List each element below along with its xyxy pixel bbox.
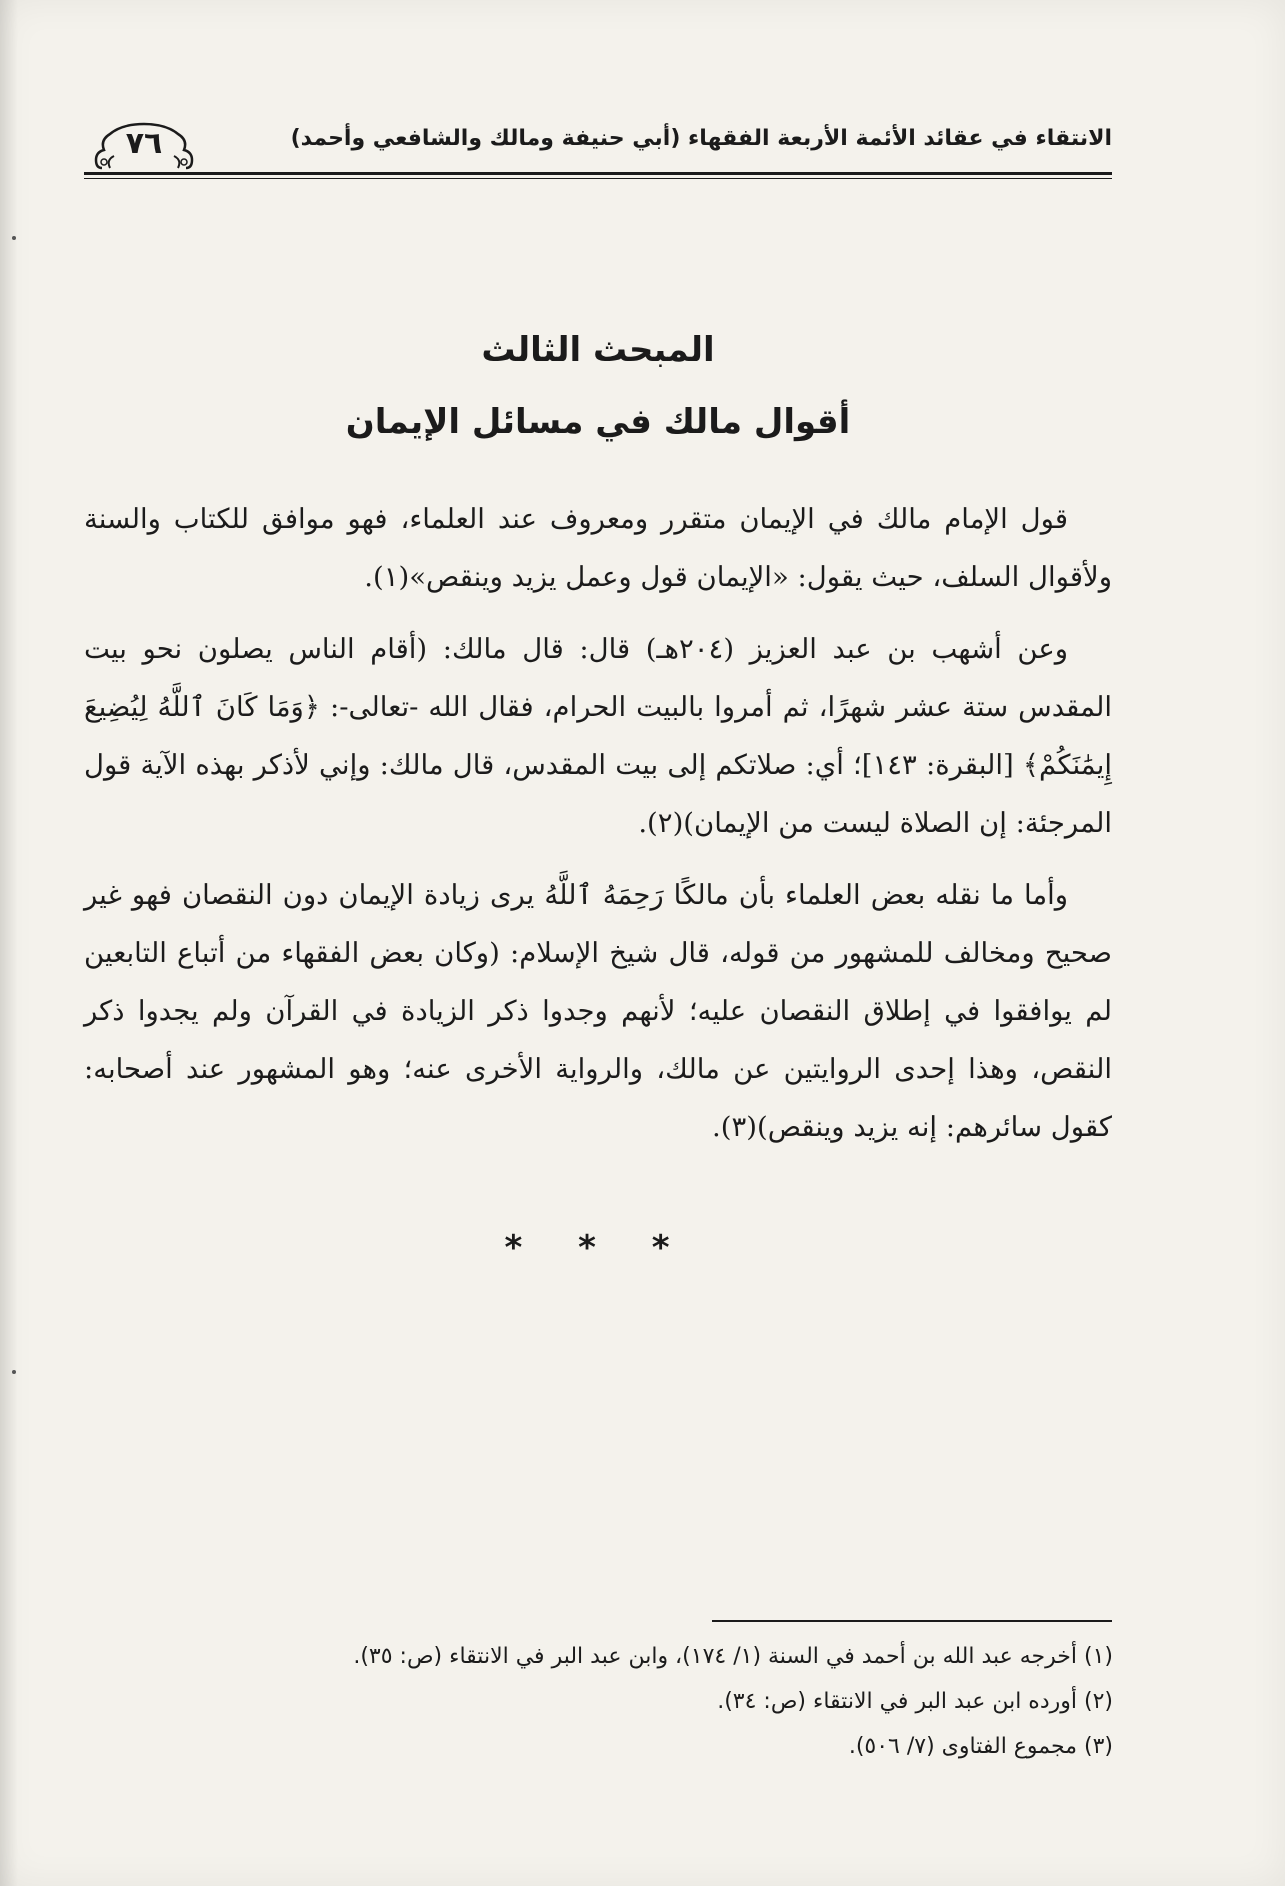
footnote-2: (٢) أورده ابن عبد البر في الانتقاء (ص: ٣٤).: [717, 1689, 1113, 1714]
paragraph: وأما ما نقله بعض العلماء بأن مالكًا رَحِمَهُ ٱللَّهُ يرى زيادة الإيمان دون النقصان فهو غير صحيح ومخالف للمشهور من قوله، قال شيخ الإسلام: (وكان بعض الفقهاء من أتباع التابعين لم يوافقوا في إطلاق النقصان عليه؛ لأنهم وجدوا ذكر الزيادة في القرآن ولم يجدوا ذكر النقص، وهذا إحدى الروايتين عن مالك، والرواية الأخرى عنه؛ وهو المشهور عند أصحابه: كقول سائرهم: إنه يزيد وينقص)(٣).: [84, 879, 1112, 1143]
scan-speck: [12, 1370, 16, 1374]
section-separator: * * *: [504, 1228, 692, 1268]
header-rule-thin: [84, 178, 1112, 179]
scan-speck: [12, 236, 16, 240]
page-number-ornament: [92, 118, 196, 170]
running-title: الانتقاء في عقائد الأئمة الأربعة الفقهاء (أبي حنيفة ومالك والشافعي وأحمد): [290, 126, 1112, 151]
page-edge-shadow: [0, 0, 18, 1886]
running-header: [84, 118, 1112, 188]
header-rule: [84, 172, 1112, 175]
paragraph: وعن أشهب بن عبد العزيز (٢٠٤هـ) قال: قال مالك: (أقام الناس يصلون نحو بيت المقدس ستة عشر شهرًا، ثم أمروا بالبيت الحرام، فقال الله -تعالى-: ﴿وَمَا كَانَ ٱللَّهُ لِيُضِيعَ إِيمَٰنَكُمْ﴾ [البقرة: ١٤٣]؛ أي: صلاتكم إلى بيت المقدس، قال مالك: وإني لأذكر بهذه الآية قول المرجئة: إن الصلاة ليست من الإيمان)(٢).: [84, 633, 1112, 839]
section-subheading: أقوال مالك في مسائل الإيمان: [345, 402, 851, 442]
footnote-1: (١) أخرجه عبد الله بن أحمد في السنة (١/ ١٧٤)، وابن عبد البر في الانتقاء (ص: ٣٥).: [353, 1644, 1113, 1669]
body-text: [84, 490, 1112, 1170]
page-number: ٧٦: [125, 126, 163, 161]
footnotes: [173, 1634, 1113, 1769]
footnote-3: (٣) مجموع الفتاوى (٧/ ٥٠٦).: [848, 1734, 1113, 1759]
paragraph: قول الإمام مالك في الإيمان متقرر ومعروف عند العلماء، فهو موافق للكتاب والسنة ولأقوال السلف، حيث يقول: «الإيمان قول وعمل يزيد وينقص»(١).: [84, 503, 1112, 593]
footnote-rule: [712, 1620, 1112, 1622]
section-heading: المبحث الثالث: [481, 330, 715, 370]
